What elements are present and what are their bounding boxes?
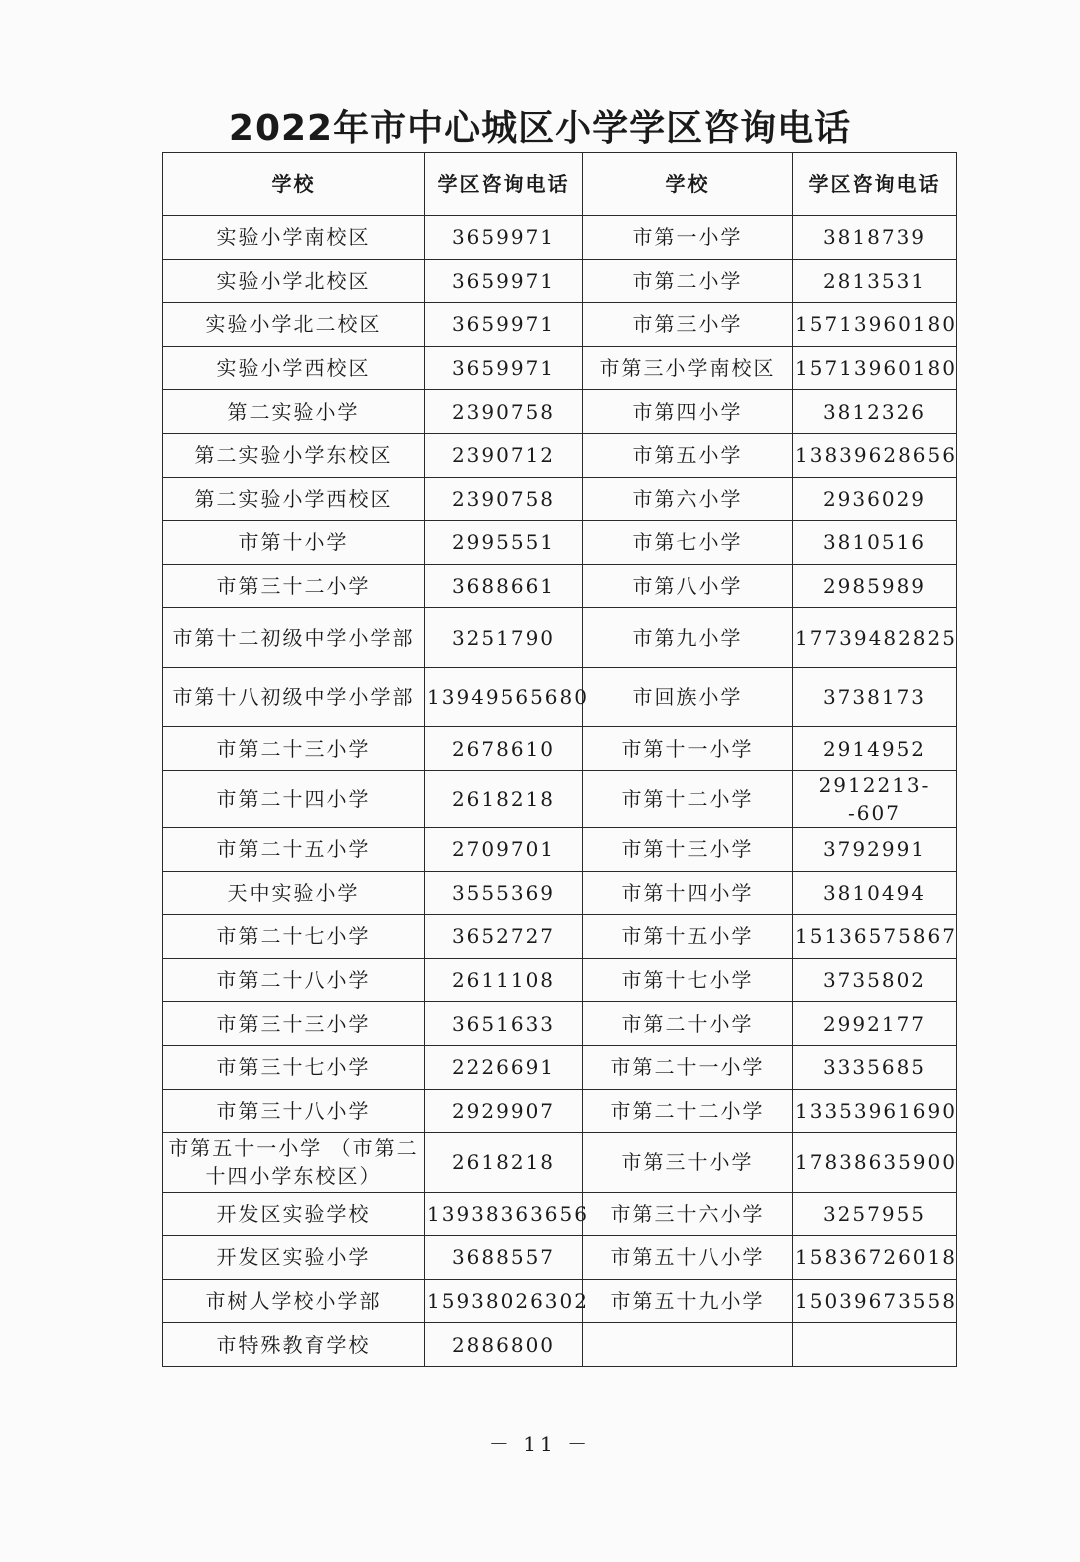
phone-left: 3251790 bbox=[425, 608, 583, 668]
phone-right: 3812326 bbox=[793, 390, 957, 434]
table-row bbox=[163, 477, 957, 521]
school-name-left: 市第二十三小学 bbox=[163, 727, 425, 771]
school-name-left: 市第三十七小学 bbox=[163, 1045, 425, 1089]
school-name-right: 市第十五小学 bbox=[583, 915, 793, 959]
phone-left: 13938363656 bbox=[425, 1192, 583, 1236]
school-name-left: 市第二十八小学 bbox=[163, 958, 425, 1002]
school-name-right: 市第五小学 bbox=[583, 433, 793, 477]
phone-left: 3688661 bbox=[425, 564, 583, 608]
school-name-right: 市第十二小学 bbox=[583, 770, 793, 827]
school-name-right: 市第十四小学 bbox=[583, 871, 793, 915]
phone-left: 2618218 bbox=[425, 1133, 583, 1193]
table-row bbox=[163, 915, 957, 959]
school-name-right bbox=[583, 1323, 793, 1367]
school-name-left: 开发区实验学校 bbox=[163, 1192, 425, 1236]
phone-right: 2912213--607 bbox=[793, 770, 957, 827]
header-school-right: 学校 bbox=[583, 153, 793, 216]
phone-left: 3659971 bbox=[425, 259, 583, 303]
school-name-left: 市第三十二小学 bbox=[163, 564, 425, 608]
phone-left: 3688557 bbox=[425, 1236, 583, 1280]
table-row bbox=[163, 564, 957, 608]
table-row bbox=[163, 390, 957, 434]
table-row bbox=[163, 1045, 957, 1089]
header-phone-left: 学区咨询电话 bbox=[425, 153, 583, 216]
table-header-row bbox=[163, 153, 957, 216]
school-name-left: 实验小学北校区 bbox=[163, 259, 425, 303]
school-name-right: 市第十一小学 bbox=[583, 727, 793, 771]
phone-right: 15713960180 bbox=[793, 346, 957, 390]
table-row bbox=[163, 1089, 957, 1133]
school-name-right: 市第五十八小学 bbox=[583, 1236, 793, 1280]
phone-right: 17739482825 bbox=[793, 608, 957, 668]
phone-right: 15136575867 bbox=[793, 915, 957, 959]
phone-left: 3659971 bbox=[425, 216, 583, 260]
phone-right: 13839628656 bbox=[793, 433, 957, 477]
phone-left: 2226691 bbox=[425, 1045, 583, 1089]
table-row bbox=[163, 667, 957, 727]
school-name-right: 市第六小学 bbox=[583, 477, 793, 521]
school-name-left: 实验小学南校区 bbox=[163, 216, 425, 260]
table-body bbox=[163, 216, 957, 1367]
phone-left: 15938026302 bbox=[425, 1279, 583, 1323]
table-row bbox=[163, 521, 957, 565]
table-row bbox=[163, 1323, 957, 1367]
school-name-right: 市第八小学 bbox=[583, 564, 793, 608]
phone-right: 13353961690 bbox=[793, 1089, 957, 1133]
phone-right: 3810516 bbox=[793, 521, 957, 565]
table-row bbox=[163, 958, 957, 1002]
phone-right: 15836726018 bbox=[793, 1236, 957, 1280]
school-name-left: 市第二十七小学 bbox=[163, 915, 425, 959]
header-phone-right: 学区咨询电话 bbox=[793, 153, 957, 216]
school-name-left: 市树人学校小学部 bbox=[163, 1279, 425, 1323]
school-name-right: 市第五十九小学 bbox=[583, 1279, 793, 1323]
table-row bbox=[163, 871, 957, 915]
phone-left: 3659971 bbox=[425, 346, 583, 390]
table-row bbox=[163, 1192, 957, 1236]
table-row bbox=[163, 303, 957, 347]
phone-left: 2929907 bbox=[425, 1089, 583, 1133]
phone-right: 2914952 bbox=[793, 727, 957, 771]
phone-left: 3555369 bbox=[425, 871, 583, 915]
table-row bbox=[163, 433, 957, 477]
school-name-left: 市第十二初级中学小学部 bbox=[163, 608, 425, 668]
school-name-right: 市第三十六小学 bbox=[583, 1192, 793, 1236]
page-number: － 11 － bbox=[488, 1432, 592, 1456]
school-name-right: 市第二十二小学 bbox=[583, 1089, 793, 1133]
phone-right: 3738173 bbox=[793, 667, 957, 727]
school-name-right: 市第十三小学 bbox=[583, 827, 793, 871]
phone-right: 3818739 bbox=[793, 216, 957, 260]
school-name-left: 市第二十四小学 bbox=[163, 770, 425, 827]
table-row bbox=[163, 1002, 957, 1046]
table-row bbox=[163, 216, 957, 260]
school-name-right: 市第三小学南校区 bbox=[583, 346, 793, 390]
header-school-left: 学校 bbox=[163, 153, 425, 216]
phone-right: 2813531 bbox=[793, 259, 957, 303]
school-name-right: 市第七小学 bbox=[583, 521, 793, 565]
phone-right: 3257955 bbox=[793, 1192, 957, 1236]
school-name-left: 实验小学西校区 bbox=[163, 346, 425, 390]
school-name-left: 开发区实验小学 bbox=[163, 1236, 425, 1280]
school-name-right: 市第二十一小学 bbox=[583, 1045, 793, 1089]
table-row bbox=[163, 827, 957, 871]
table-row bbox=[163, 727, 957, 771]
phone-right: 2936029 bbox=[793, 477, 957, 521]
school-name-left: 市特殊教育学校 bbox=[163, 1323, 425, 1367]
phone-right bbox=[793, 1323, 957, 1367]
phone-left: 3652727 bbox=[425, 915, 583, 959]
table-row bbox=[163, 770, 957, 827]
school-name-left: 市第十八初级中学小学部 bbox=[163, 667, 425, 727]
table-row bbox=[163, 1133, 957, 1193]
phone-right: 15039673558 bbox=[793, 1279, 957, 1323]
school-name-right: 市第二十小学 bbox=[583, 1002, 793, 1046]
school-name-right: 市第二小学 bbox=[583, 259, 793, 303]
school-name-left: 实验小学北二校区 bbox=[163, 303, 425, 347]
phone-left: 2611108 bbox=[425, 958, 583, 1002]
table-row bbox=[163, 346, 957, 390]
phone-left: 2709701 bbox=[425, 827, 583, 871]
table-row bbox=[163, 1236, 957, 1280]
phone-left: 13949565680 bbox=[425, 667, 583, 727]
phone-left: 2390758 bbox=[425, 390, 583, 434]
phone-left: 3659971 bbox=[425, 303, 583, 347]
table-row bbox=[163, 259, 957, 303]
school-name-left: 第二实验小学西校区 bbox=[163, 477, 425, 521]
phone-right: 3792991 bbox=[793, 827, 957, 871]
phone-right: 3335685 bbox=[793, 1045, 957, 1089]
school-name-right: 市第一小学 bbox=[583, 216, 793, 260]
school-name-left: 第二实验小学 bbox=[163, 390, 425, 434]
school-phone-table bbox=[162, 152, 957, 1367]
table-row bbox=[163, 608, 957, 668]
school-name-left: 天中实验小学 bbox=[163, 871, 425, 915]
school-name-right: 市回族小学 bbox=[583, 667, 793, 727]
phone-right: 15713960180 bbox=[793, 303, 957, 347]
phone-left: 2390758 bbox=[425, 477, 583, 521]
school-name-left: 市第三十八小学 bbox=[163, 1089, 425, 1133]
school-name-left: 市第五十一小学 （市第二十四小学东校区） bbox=[163, 1133, 425, 1193]
phone-left: 2886800 bbox=[425, 1323, 583, 1367]
table-row bbox=[163, 1279, 957, 1323]
phone-left: 2678610 bbox=[425, 727, 583, 771]
school-name-left: 市第二十五小学 bbox=[163, 827, 425, 871]
phone-left: 2995551 bbox=[425, 521, 583, 565]
phone-right: 2985989 bbox=[793, 564, 957, 608]
school-name-right: 市第四小学 bbox=[583, 390, 793, 434]
school-name-right: 市第三十小学 bbox=[583, 1133, 793, 1193]
phone-left: 2390712 bbox=[425, 433, 583, 477]
phone-left: 3651633 bbox=[425, 1002, 583, 1046]
school-name-right: 市第三小学 bbox=[583, 303, 793, 347]
page-title: 2022年市中心城区小学学区咨询电话 bbox=[228, 108, 852, 149]
phone-right: 3810494 bbox=[793, 871, 957, 915]
phone-right: 17838635900 bbox=[793, 1133, 957, 1193]
phone-right: 3735802 bbox=[793, 958, 957, 1002]
phone-left: 2618218 bbox=[425, 770, 583, 827]
school-name-left: 第二实验小学东校区 bbox=[163, 433, 425, 477]
school-name-right: 市第九小学 bbox=[583, 608, 793, 668]
phone-right: 2992177 bbox=[793, 1002, 957, 1046]
school-name-left: 市第十小学 bbox=[163, 521, 425, 565]
school-name-left: 市第三十三小学 bbox=[163, 1002, 425, 1046]
school-name-right: 市第十七小学 bbox=[583, 958, 793, 1002]
